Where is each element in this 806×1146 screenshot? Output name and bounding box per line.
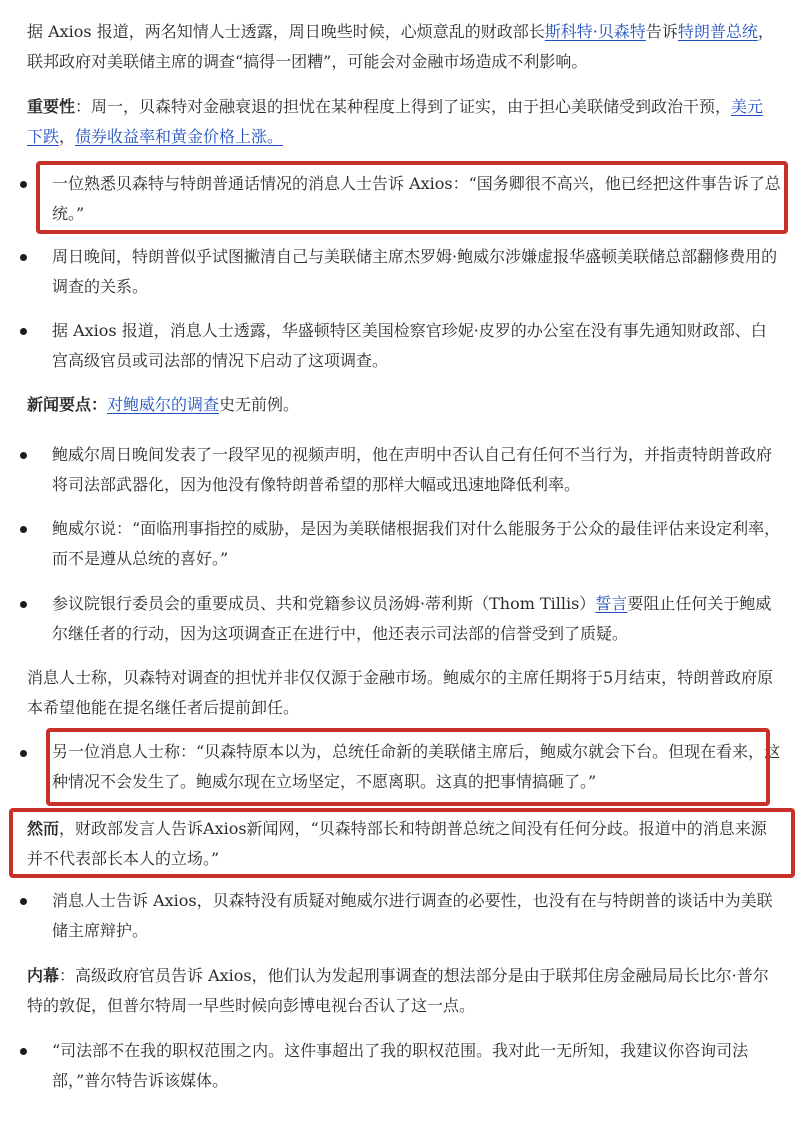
bullet-item-4: 鲍威尔周日晚间发表了一段罕见的视频声明，他在声明中否认自己有任何不当行为，并指责特朗普政府将司法部武器化，因为他没有像特朗普希望的那样大幅或迅速地降低利率。 xyxy=(52,445,773,494)
text-segment: ，财政部发言人告诉Axios新闻网，“贝森特部长和特朗普总统之间没有任何分歧。报道中的消息来源并不代表部长本人的立场。” xyxy=(27,819,767,868)
bullet-item-9: “司法部不在我的职权范围之内。这件事超出了我的职权范围。我对此一无所知，我建议你咨询司法部，”普尔特告诉该媒体。 xyxy=(52,1041,749,1090)
bullet-dot xyxy=(20,898,27,905)
section-label: 内幕 xyxy=(27,966,60,985)
bullet-item-2: 周日晚间，特朗普似乎试图撇清自己与美联储主席杰罗姆·鲍威尔涉嫌虚报华盛顿美联储总部翻修费用的调查的关系。 xyxy=(52,247,778,296)
paragraph-intro xyxy=(27,17,779,77)
paragraph-driving-the-news xyxy=(27,390,779,420)
text-segment: 要阻止任何关于鲍威尔继任者的行动，因为这项调查正在进行中，他还表示司法部的信誉受到了质疑。 xyxy=(52,594,772,643)
section-label: 新闻要点： xyxy=(27,395,108,414)
text-segment: ，联邦政府对美联储主席的调查“搞得一团糟”，可能会对金融市场造成不利影响。 xyxy=(27,22,774,71)
bullet-dot xyxy=(20,328,27,335)
text-segment: 告诉 xyxy=(645,22,678,41)
link-scott-bessent[interactable]: 斯科特·贝森特 xyxy=(544,22,646,41)
text-segment: ， xyxy=(59,127,76,146)
link-president-trump[interactable]: 特朗普总统 xyxy=(677,22,758,41)
text-segment: ：周一，贝森特对金融衰退的担忧在某种程度上得到了证实，由于担心美联储受到政治干预， xyxy=(75,97,732,116)
paragraph-however xyxy=(27,814,779,874)
bullet-dot xyxy=(20,601,27,608)
bullet-item-8: 消息人士告诉 Axios，贝森特没有质疑对鲍威尔进行调查的必要性，也没有在与特朗普的谈话中为美联储主席辩护。 xyxy=(52,891,773,940)
paragraph-why-it-matters xyxy=(27,92,779,152)
bullet-dot xyxy=(20,254,27,261)
link-powell-investigation[interactable]: 对鲍威尔的调查 xyxy=(107,395,220,414)
link-bond-gold-rise[interactable]: 债券收益率和黄金价格上涨。 xyxy=(75,127,284,146)
text-segment: 参议院银行委员会的重要成员、共和党籍参议员汤姆·蒂利斯（Thom Tillis） xyxy=(52,594,596,613)
bullet-dot xyxy=(20,750,27,757)
section-label: 重要性 xyxy=(27,97,76,116)
bullet-item-5: 鲍威尔说：“面临刑事指控的威胁，是因为美联储根据我们对什么能服务于公众的最佳评估来设定利率，而不是遵从总统的喜好。” xyxy=(52,519,781,568)
bullet-item-6 xyxy=(52,589,782,649)
text-segment: 据 Axios 报道，两名知情人士透露，周日晚些时候，心烦意乱的财政部长 xyxy=(27,22,545,41)
bullet-dot xyxy=(20,181,27,188)
text-segment: 史无前例。 xyxy=(219,395,300,414)
bullet-item-1: 一位熟悉贝森特与特朗普通话情况的消息人士告诉 Axios：“国务卿很不高兴，他已经把这件事告诉了总统。” xyxy=(52,174,781,223)
bullet-dot xyxy=(20,526,27,533)
link-dollar-falls[interactable]: 美元下跌 xyxy=(27,97,764,146)
bullet-item-7: 另一位消息人士称：“贝森特原本以为，总统任命新的美联储主席后，鲍威尔就会下台。但现在看来，这种情况不会发生了。鲍威尔现在立场坚定，不愿离职。这真的把事情搞砸了。” xyxy=(52,742,781,791)
bullet-dot xyxy=(20,1048,27,1055)
paragraph-sources-say: 消息人士称，贝森特对调查的担忧并非仅仅源于金融市场。鲍威尔的主席任期将于5月结束，特朗普政府原本希望他能在提名继任者后提前卸任。 xyxy=(27,668,774,717)
text-segment: ：高级政府官员告诉 Axios，他们认为发起刑事调查的想法部分是由于联邦住房金融局局长比尔·普尔特的敦促，但普尔特周一早些时候向彭博电视台否认了这一点。 xyxy=(27,966,769,1015)
bullet-dot xyxy=(20,452,27,459)
bullet-item-3: 据 Axios 报道，消息人士透露，华盛顿特区美国检察官珍妮·皮罗的办公室在没有事先通知财政部、白宫高级官员或司法部的情况下启动了这项调查。 xyxy=(52,321,767,370)
section-label: 然而 xyxy=(27,819,60,838)
paragraph-behind-the-scenes xyxy=(27,961,779,1021)
link-vowed[interactable]: 誓言 xyxy=(595,594,628,613)
